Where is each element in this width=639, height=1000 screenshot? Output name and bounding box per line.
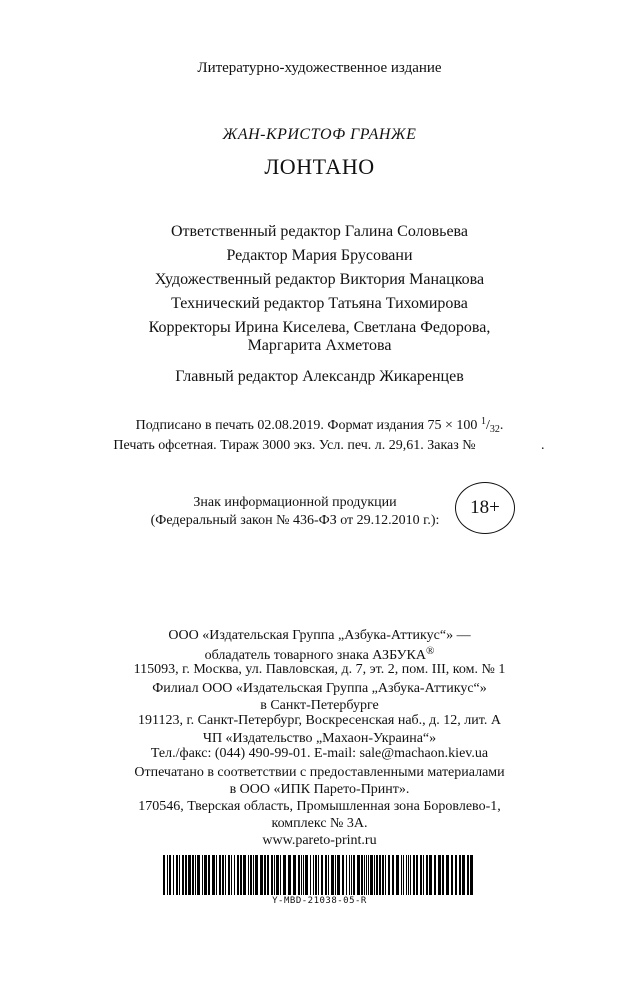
credit-proofreaders: Корректоры Ирина Киселева, Светлана Федорова, — [148, 319, 491, 336]
barcode-bar — [337, 855, 340, 895]
barcode-bar — [346, 855, 347, 895]
printer-website: www.pareto-print.ru — [262, 833, 377, 848]
barcode-bar — [313, 855, 314, 895]
barcode-bar — [434, 855, 436, 895]
barcode-bar — [293, 855, 296, 895]
trademark-text: обладатель товарного знака АЗБУКА — [204, 648, 426, 663]
barcode-bar — [237, 855, 239, 895]
barcode-bar — [301, 855, 302, 895]
publisher-line: ООО «Издательская Группа „Азбука-Аттикус“» — — [168, 628, 471, 643]
barcode-bar — [188, 855, 191, 895]
barcode-bar — [276, 855, 279, 895]
barcode-bar — [173, 855, 174, 895]
barcode-bar — [318, 855, 319, 895]
barcode-bar — [234, 855, 235, 895]
credit-art-editor: Художественный редактор Виктория Манацкова — [154, 271, 485, 288]
barcode-bar — [195, 855, 196, 895]
barcode-bar — [228, 855, 230, 895]
barcode-bar — [303, 855, 304, 895]
printer-name: в ООО «ИПК Парето-Принт». — [229, 782, 410, 797]
barcode-bar — [353, 855, 355, 895]
barcode-bar — [204, 855, 207, 895]
barcode-bar — [283, 855, 286, 895]
barcode-bar — [321, 855, 323, 895]
moscow-address: 115093, г. Москва, ул. Павловская, д. 7, эт. 2, пом. III, ком. № 1 — [133, 662, 506, 677]
author-name: ЖАН-КРИСТОФ ГРАНЖЕ — [222, 126, 417, 143]
print-info-line1 — [0, 416, 639, 435]
barcode-bar — [416, 855, 418, 895]
barcode-bar — [470, 855, 473, 895]
barcode-bar — [280, 855, 281, 895]
barcode-bar — [361, 855, 363, 895]
book-title: ЛОНТАНО — [264, 154, 375, 179]
barcode-bar — [240, 855, 242, 895]
barcode-bar — [364, 855, 365, 895]
barcode-bar — [442, 855, 444, 895]
barcode-bar — [379, 855, 381, 895]
barcode-bar — [451, 855, 453, 895]
barcode-bar — [219, 855, 221, 895]
credit-chief-editor: Главный редактор Александр Жикаренцев — [175, 368, 464, 385]
barcode-bar — [413, 855, 415, 895]
branch-city: в Санкт-Петербурге — [260, 698, 379, 713]
barcode-bar — [310, 855, 311, 895]
barcode-bar — [376, 855, 378, 895]
barcode-bar — [403, 855, 404, 895]
barcode-bar — [163, 855, 165, 895]
barcode-bar — [264, 855, 266, 895]
credit-editor: Редактор Мария Брусовани — [226, 247, 413, 264]
info-product-sign — [140, 494, 450, 530]
barcode-bar — [176, 855, 178, 895]
spb-address: 191123, г. Санкт-Петербург, Воскресенская наб., д. 12, лит. А — [138, 713, 501, 728]
barcode-bar — [182, 855, 184, 895]
barcode-bar — [328, 855, 329, 895]
barcode-bar — [222, 855, 224, 895]
barcode-bar — [253, 855, 254, 895]
barcode-bar — [248, 855, 249, 895]
barcode-bar — [202, 855, 203, 895]
barcode-bar — [335, 855, 336, 895]
barcode — [163, 855, 476, 895]
barcode-bar — [260, 855, 263, 895]
barcode-bar — [374, 855, 375, 895]
barcode-bar — [243, 855, 246, 895]
barcode-bar — [410, 855, 411, 895]
print-line1-end: . — [499, 418, 504, 433]
barcode-bar — [231, 855, 232, 895]
barcode-bar — [192, 855, 194, 895]
registered-mark: ® — [425, 645, 435, 657]
info-product-law: (Федеральный закон № 436-ФЗ от 29.12.2010 г.): — [150, 513, 440, 528]
barcode-bar — [382, 855, 384, 895]
barcode-bar — [408, 855, 409, 895]
barcode-bar — [169, 855, 171, 895]
barcode-bar — [392, 855, 394, 895]
barcode-bar — [185, 855, 187, 895]
barcode-bar — [429, 855, 432, 895]
barcode-bar — [197, 855, 200, 895]
printer-address: 170546, Тверская область, Промышленная зона Боровлево-1, — [138, 799, 501, 814]
barcode-bar — [423, 855, 424, 895]
printer-complex: комплекс № 3А. — [271, 816, 368, 831]
fraction-separator: / — [485, 418, 490, 433]
barcode-bar — [406, 855, 407, 895]
credit-proofreaders-cont: Маргарита Ахметова — [247, 337, 392, 354]
contact-line: Тел./факс: (044) 490-99-01. E-mail: sale@machaon.kiev.ua — [150, 746, 489, 761]
barcode-number: Y-MBD-21038-05-R — [272, 896, 367, 906]
barcode-bar — [208, 855, 210, 895]
barcode-bar — [401, 855, 402, 895]
ukraine-publisher: ЧП «Издательство „Махаон-Украина“» — [202, 731, 437, 746]
credit-responsible-editor: Ответственный редактор Галина Соловьева — [170, 223, 468, 240]
barcode-bar — [288, 855, 291, 895]
barcode-bar — [385, 855, 386, 895]
print-format-text: Подписано в печать 02.08.2019. Формат издания 75 × 100 — [135, 418, 481, 433]
barcode-bar — [420, 855, 422, 895]
barcode-bar — [225, 855, 226, 895]
barcode-bar — [467, 855, 469, 895]
barcode-bar — [396, 855, 399, 895]
fraction-denominator: 32 — [489, 424, 500, 435]
barcode-bar — [342, 855, 344, 895]
branch-line: Филиал ООО «Издательская Группа „Азбука-Аттикус“» — [152, 681, 487, 696]
genre-label: Литературно-художественное издание — [197, 60, 442, 76]
barcode-bar — [446, 855, 449, 895]
barcode-bar — [366, 855, 367, 895]
barcode-bar — [357, 855, 360, 895]
barcode-bar — [216, 855, 217, 895]
info-product-label: Знак информационной продукции — [193, 495, 397, 510]
barcode-bar — [438, 855, 441, 895]
credit-tech-editor: Технический редактор Татьяна Тихомирова — [171, 295, 468, 312]
barcode-bar — [298, 855, 300, 895]
age-rating-badge: 18+ — [455, 482, 515, 534]
barcode-bar — [271, 855, 273, 895]
barcode-bar — [255, 855, 258, 895]
barcode-bar — [351, 855, 352, 895]
barcode-bar — [462, 855, 465, 895]
barcode-bar — [388, 855, 390, 895]
barcode-bar — [368, 855, 369, 895]
barcode-bar — [455, 855, 457, 895]
barcode-bar — [167, 855, 168, 895]
barcode-bar — [349, 855, 350, 895]
barcode-bar — [250, 855, 252, 895]
barcode-bar — [459, 855, 461, 895]
barcode-bar — [331, 855, 334, 895]
barcode-bar — [426, 855, 428, 895]
print-run-text: Печать офсетная. Тираж 3000 экз. Усл. печ. л. 29,61. Заказ № — [113, 438, 476, 453]
barcode-bar — [179, 855, 180, 895]
barcode-bar — [315, 855, 317, 895]
barcode-bar — [305, 855, 308, 895]
barcode-bar — [370, 855, 373, 895]
printed-note: Отпечатано в соответствии с предоставленными материалами — [134, 765, 505, 780]
barcode-bar — [267, 855, 269, 895]
fraction-numerator: 1 — [480, 416, 486, 427]
print-line2-end: . — [541, 438, 545, 453]
barcode-bar — [212, 855, 215, 895]
barcode-bar — [325, 855, 327, 895]
barcode-bar — [274, 855, 275, 895]
